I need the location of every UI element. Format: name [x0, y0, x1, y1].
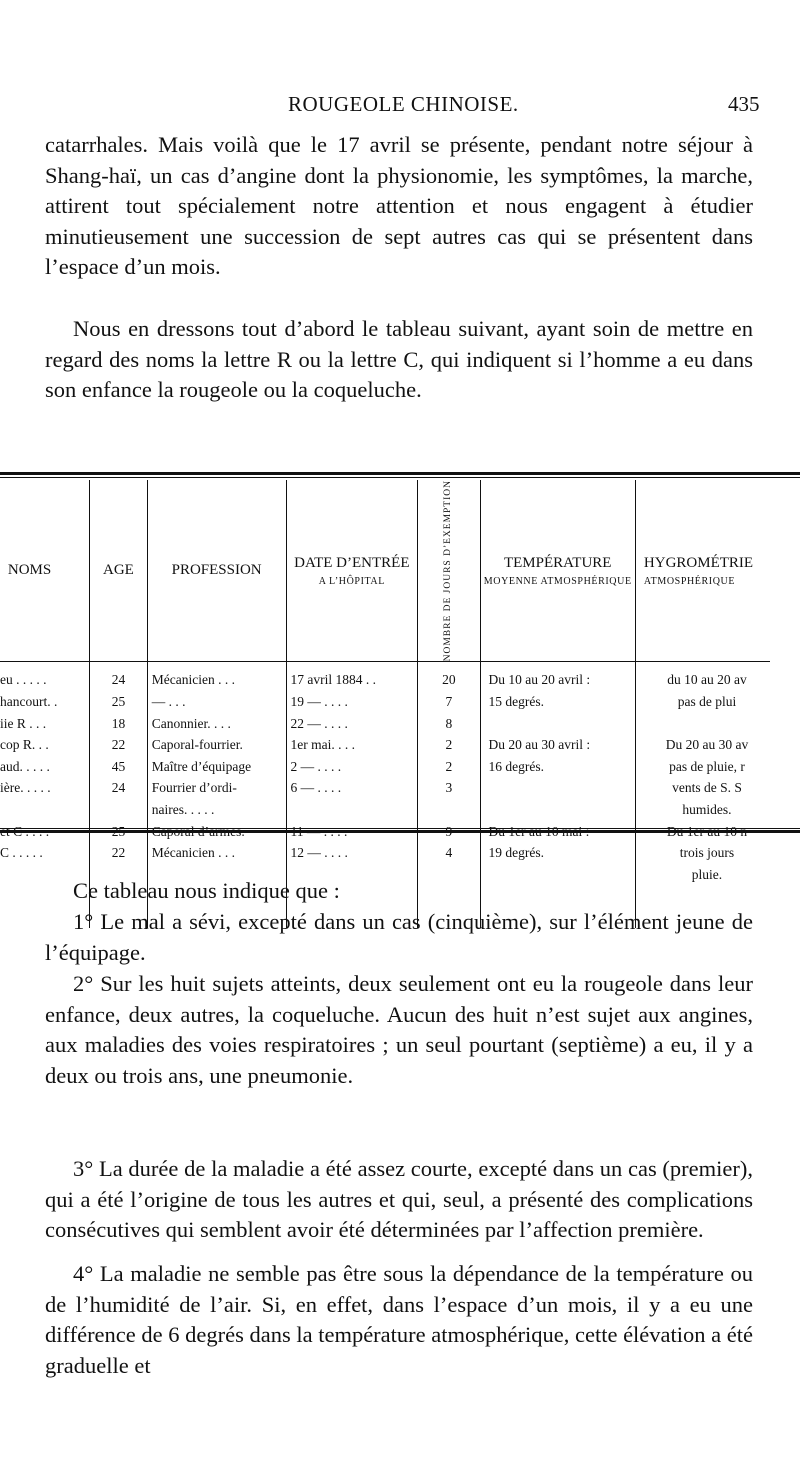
cell-date	[286, 796, 418, 818]
table-bottom-rule	[0, 830, 800, 833]
table-row	[0, 662, 770, 688]
paragraph-point-1: 1° Le mal a sévi, excepté dans un cas (cinquième), sur l’élément jeune de l’équipage.	[45, 909, 753, 965]
date-header-label: DATE D’ENTRÉE	[294, 554, 410, 571]
cell-nom: ière. . . . .	[0, 780, 51, 796]
cell-profession: Maître d’équipage	[147, 753, 286, 775]
cell-temp: Du 10 au 20 avril :	[480, 662, 635, 688]
col-header-exemption	[418, 480, 480, 662]
cell-age: 24	[90, 774, 148, 796]
cell-jours: 3	[418, 774, 480, 796]
cell-jours: 8	[418, 710, 480, 732]
table-row	[0, 839, 770, 861]
cell-date: 6 — . . . .	[286, 774, 418, 796]
cell-profession: Caporal-fourrier.	[147, 731, 286, 753]
cell-nom: aud. . . . .	[0, 758, 50, 774]
cell-jours: 4	[418, 839, 480, 861]
table-row	[0, 710, 770, 732]
cell-temp	[480, 796, 635, 818]
cell-date: 19 — . . . .	[286, 688, 418, 710]
cell-profession: Mécanicien . . .	[147, 662, 286, 688]
cell-nom: eu . . . . .	[0, 672, 47, 688]
cell-nom	[0, 796, 90, 818]
cell-age: 22	[90, 731, 148, 753]
paragraph-summary-intro: Ce tableau nous indique que :	[73, 878, 340, 903]
cell-hygro: pas de pluie, r	[635, 753, 770, 775]
cases-data-table	[0, 480, 770, 928]
cell-temp	[480, 710, 635, 732]
cell-nom: hancourt. .	[0, 693, 58, 709]
col-header-hygrometrie	[635, 480, 770, 662]
temperature-header-label: TEMPÉRATURE	[503, 554, 612, 571]
col-header-age: AGE	[90, 480, 148, 662]
cell-age: 25	[90, 688, 148, 710]
table-top-rule-thin	[0, 477, 800, 478]
date-header-sub: A L’HÔPITAL	[318, 575, 385, 587]
cell-jours: 20	[418, 662, 480, 688]
cell-hygro: Du 20 au 30 av	[635, 731, 770, 753]
cell-age: 18	[90, 710, 148, 732]
table-row	[0, 774, 770, 796]
cell-hygro: pluie.	[635, 861, 770, 883]
cell-hygro: humides.	[635, 796, 770, 818]
cell-jours: 2	[418, 731, 480, 753]
cell-date: 12 — . . . .	[286, 839, 418, 861]
cell-age: 45	[90, 753, 148, 775]
col-header-temperature	[480, 480, 635, 662]
cell-date: 1er mai. . . .	[286, 731, 418, 753]
cell-profession: Mécanicien . . .	[147, 839, 286, 861]
page-number: 435	[728, 92, 760, 116]
cell-profession: naires. . . . .	[147, 796, 286, 818]
cell-temp: 19 degrés.	[480, 839, 635, 861]
cell-nom: cop R. . .	[0, 737, 49, 753]
table-row	[0, 796, 770, 818]
cell-temp: 16 degrés.	[480, 753, 635, 775]
cell-hygro: pas de plui	[635, 688, 770, 710]
cell-date: 22 — . . . .	[286, 710, 418, 732]
table-row	[0, 688, 770, 710]
paragraph-point-3: 3° La durée de la maladie a été assez courte, excepté dans un cas (premier), qui a été l’origine de tous les autres et qui, seul, a présenté des complications consécutives qui semblent avoir été déterminées par l’affection première.	[45, 1156, 753, 1243]
cell-age: 24	[90, 662, 148, 688]
paragraph-intro-2: Nous en dressons tout d’abord le tableau suivant, ayant soin de mettre en regard des noms la lettre R ou la lettre C, qui indiquent si l’homme a eu dans son enfance la rougeole ou la coqueluche.	[45, 316, 753, 403]
cell-profession: Fourrier d’ordi-	[147, 774, 286, 796]
cell-nom: iie R . . .	[0, 715, 47, 731]
table-top-rule	[0, 472, 800, 475]
cell-temp	[480, 774, 635, 796]
cell-profession: — . . .	[147, 688, 286, 710]
cell-temp: Du 20 au 30 avril :	[480, 731, 635, 753]
exemption-header-label: NOMBRE DE JOURS D’EXEMPTION	[443, 480, 454, 662]
paragraph-point-2: 2° Sur les huit sujets atteints, deux seulement ont eu la rougeole dans leur enfance, deux autres, la coqueluche. Aucun des huit n’est sujet aux angines, aux maladies des voies respiratoires ; un seul pourtant (septième) a eu, il y a deux ou trois ans, une pneumonie.	[45, 971, 753, 1088]
cell-hygro: du 10 au 20 av	[635, 662, 770, 688]
table-row	[0, 753, 770, 775]
cell-date: 2 — . . . .	[286, 753, 418, 775]
temperature-header-sub: MOYENNE ATMOSPHÉRIQUE	[483, 575, 632, 587]
cell-age: 22	[90, 839, 148, 861]
running-header	[0, 92, 800, 122]
cell-age	[90, 796, 148, 818]
hygrometrie-header-label: HYGROMÉTRIE	[643, 554, 754, 571]
paragraph-point-4: 4° La maladie ne semble pas être sous la dépendance de la température ou de l’humidité de l’air. Si, en effet, dans l’espace d’un mois, il y a eu une différence de 6 degrés dans la température atmosphérique, cette élévation a été graduelle et	[45, 1261, 753, 1378]
cell-hygro: vents de S. S	[635, 774, 770, 796]
cell-profession: Canonnier. . . .	[147, 710, 286, 732]
cell-hygro: trois jours	[635, 839, 770, 861]
cell-jours: 2	[418, 753, 480, 775]
col-header-noms: NOMS	[0, 480, 90, 662]
paragraph-intro-1: catarrhales. Mais voilà que le 17 avril se présente, pendant notre séjour à Shang-haï, un cas d’angine dont la physionomie, les symptômes, la marche, attirent tout spécialement notre attention et nous engagent à étudier minutieusement une succession de sept autres cas qui se présentent dans l’espace d’un mois.	[45, 132, 753, 280]
cell-jours: 7	[418, 688, 480, 710]
cell-temp: 15 degrés.	[480, 688, 635, 710]
running-title: ROUGEOLE CHINOISE.	[288, 92, 519, 116]
table-bottom-rule-thin	[0, 828, 800, 829]
cases-table	[0, 472, 800, 882]
col-header-profession: PROFESSION	[147, 480, 286, 662]
cell-nom: C . . . . .	[0, 845, 43, 861]
cell-hygro	[635, 710, 770, 732]
hygrometrie-header-sub: ATMOSPHÉRIQUE	[643, 575, 736, 587]
cell-jours	[418, 796, 480, 818]
cell-date: 17 avril 1884 . .	[286, 662, 418, 688]
col-header-date	[286, 480, 418, 662]
table-row	[0, 731, 770, 753]
